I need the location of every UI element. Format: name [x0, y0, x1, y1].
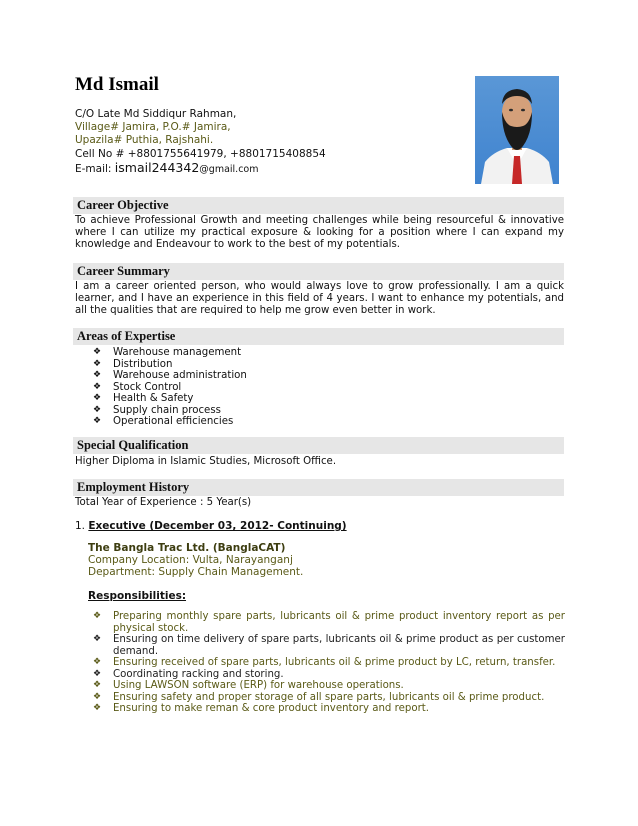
bullet-icon: ❖	[93, 611, 102, 621]
email-user: ismail244342	[114, 159, 200, 175]
bullet-icon: ❖	[93, 703, 102, 713]
bullet-icon: ❖	[93, 381, 102, 392]
job-position: Executive (December 03, 2012- Continuing)	[88, 520, 347, 532]
company-department: Department: Supply Chain Management.	[88, 566, 304, 578]
contact-block	[75, 108, 326, 176]
email-domain: @gmail.com	[199, 163, 259, 175]
list-item: ❖ Warehouse administration	[93, 370, 247, 381]
bullet-icon: ❖	[93, 691, 102, 702]
job-number: 1.	[75, 520, 89, 532]
special-qualification-text: Higher Diploma in Islamic Studies, Microsoft Office.	[75, 456, 337, 467]
section-title: Career Objective	[77, 198, 169, 212]
section-title: Employment History	[77, 480, 190, 494]
bullet-icon: ❖	[93, 680, 102, 690]
bullet-icon: ❖	[93, 393, 102, 403]
company-block	[88, 542, 303, 578]
bullet-icon: ❖	[93, 416, 102, 426]
bullet-icon: ❖	[93, 358, 102, 369]
career-summary-text: I am a career oriented person, who would always love to grow professionally. I am a quick learner, and I have an experience in this field of 4 years. I want to enhance my potentials, and all the qualities that are required to help me grow even better in work.	[75, 281, 564, 316]
address-line-1: C/O Late Md Siddiqur Rahman,	[75, 108, 237, 120]
section-title: Special Qualification	[77, 438, 189, 452]
section-title: Areas of Expertise	[77, 329, 176, 343]
list-item: ❖ Ensuring received of spare parts, lubricants oil & prime product by LC, return, transfer.	[93, 657, 556, 668]
bullet-icon: ❖	[93, 404, 102, 415]
responsibilities-heading: Responsibilities:	[88, 590, 187, 602]
list-item: ❖ Operational efficiencies	[93, 416, 234, 427]
bullet-icon: ❖	[93, 657, 102, 667]
list-item: ❖ Stock Control	[93, 381, 182, 393]
career-objective-header	[73, 197, 564, 214]
list-item: ❖ Supply chain process	[93, 404, 221, 416]
employment-history-header	[73, 479, 564, 496]
special-qualification-header	[73, 437, 564, 454]
cell-number: Cell No # +8801755641979, +8801715408854	[75, 147, 326, 160]
career-summary-header	[73, 263, 564, 280]
address-line-2: Village# Jamira, P.O.# Jamira,	[75, 121, 231, 134]
bullet-icon: ❖	[93, 347, 102, 357]
expertise-header	[73, 328, 564, 345]
bullet-icon: ❖	[93, 634, 102, 644]
email-label: E-mail:	[75, 162, 115, 175]
address-line-3: Upazila# Puthia, Rajshahi.	[75, 134, 214, 147]
list-item: ❖ Health & Safety	[93, 393, 194, 404]
list-item: ❖ Ensuring on time delivery of spare parts, lubricants oil & prime product as per customer demand.	[93, 634, 565, 657]
list-item: ❖ Warehouse management	[93, 347, 242, 358]
candidate-name: Md Ismail	[75, 74, 159, 95]
email-line	[75, 161, 326, 176]
expertise-list	[93, 347, 247, 428]
list-item: ❖ Ensuring safety and proper storage of all spare parts, lubricants oil & prime product.	[93, 691, 545, 703]
portrait-illustration	[475, 76, 559, 184]
list-item: ❖ Coordinating racking and storing.	[93, 668, 284, 680]
company-name: The Bangla Trac Ltd. (BanglaCAT)	[88, 542, 286, 554]
bullet-icon: ❖	[93, 668, 102, 679]
responsibilities-list	[93, 611, 565, 715]
job-title	[75, 520, 347, 532]
list-item: ❖ Ensuring to make reman & core product inventory and report.	[93, 703, 429, 714]
career-objective-text: To achieve Professional Growth and meeting challenges while being resourceful & innovative where I can utilize my practical exposure & looking for a position where I can expand my knowledge and Endeavour to work to the best of my potentials.	[75, 215, 564, 250]
total-experience: Total Year of Experience : 5 Year(s)	[75, 497, 252, 508]
list-item: ❖ Distribution	[93, 358, 173, 370]
bullet-icon: ❖	[93, 370, 102, 380]
list-item: ❖ Preparing monthly spare parts, lubricants oil & prime product inventory report as per physical stock.	[93, 611, 565, 634]
list-item: ❖ Using LAWSON software (ERP) for warehouse operations.	[93, 680, 404, 691]
section-title: Career Summary	[77, 264, 170, 278]
company-location: Company Location: Vulta, Narayanganj	[88, 554, 293, 566]
profile-photo	[475, 76, 559, 184]
